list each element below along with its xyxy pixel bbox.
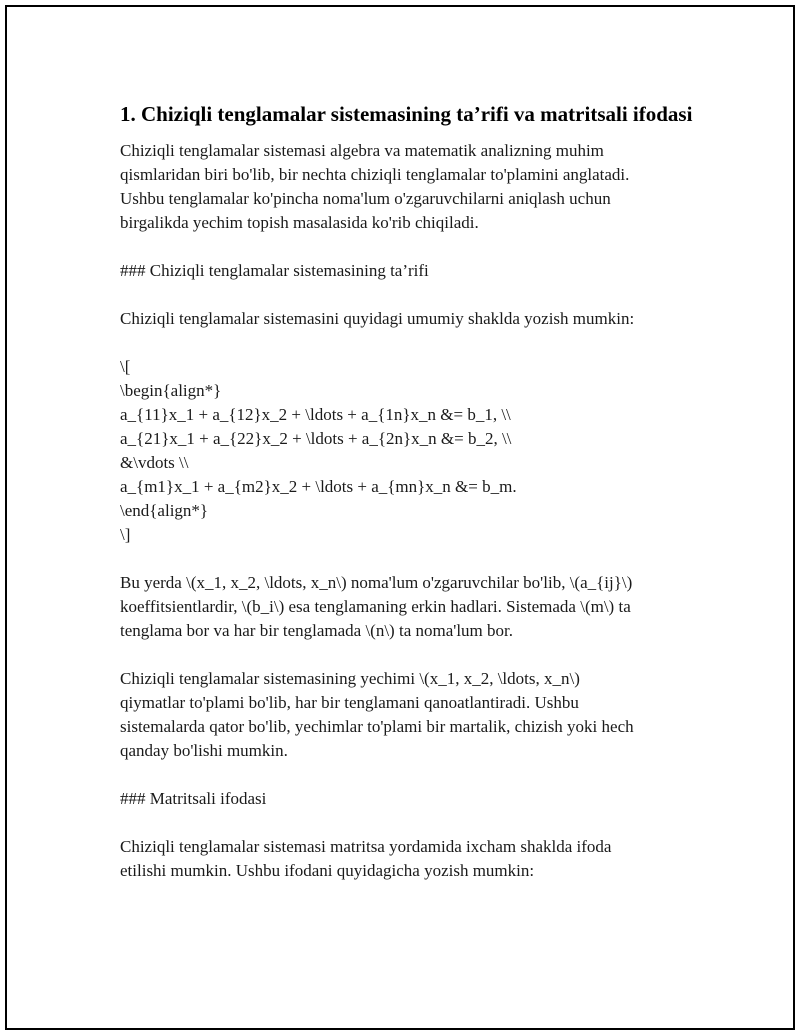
text-line: qanday bo'lishi mumkin. (120, 741, 288, 760)
text-line: Ushbu tenglamalar ko'pincha noma'lum o'zgaruvchilarni aniqlash uchun (120, 189, 611, 208)
text-line: \begin{align*} (120, 381, 222, 400)
paragraph (120, 787, 700, 811)
text-line: &\vdots \\ (120, 453, 189, 472)
page-frame (5, 5, 795, 1030)
text-line: Chiziqli tenglamalar sistemasi algebra va matematik analizning muhim (120, 141, 604, 160)
text-line: koeffitsientlardir, \(b_i\) esa tenglamaning erkin hadlari. Sistemada \(m\) ta (120, 597, 631, 616)
text-line: Chiziqli tenglamalar sistemasining yechimi \(x_1, x_2, \ldots, x_n\) (120, 669, 580, 688)
paragraph (120, 667, 700, 763)
page-title: 1. Chiziqli tenglamalar sistemasining ta’rifi va matritsali ifodasi (120, 102, 693, 126)
text-line: sistemalarda qator bo'lib, yechimlar to'plami bir martalik, chizish yoki hech (120, 717, 634, 736)
text-line: ### Matritsali ifodasi (120, 789, 267, 808)
text-line: Bu yerda \(x_1, x_2, \ldots, x_n\) noma'lum o'zgaruvchilar bo'lib, \(a_{ij}\) (120, 573, 633, 592)
paragraph (120, 139, 700, 235)
text-line: a_{11}x_1 + a_{12}x_2 + \ldots + a_{1n}x_n &= b_1, \\ (120, 405, 511, 424)
text-line: qiymatlar to'plami bo'lib, har bir tenglamani qanoatlantiradi. Ushbu (120, 693, 579, 712)
paragraph (120, 571, 700, 643)
paragraph (120, 307, 700, 331)
text-line: qismlaridan biri bo'lib, bir nechta chiziqli tenglamalar to'plamini anglatadi. (120, 165, 630, 184)
text-line: \end{align*} (120, 501, 209, 520)
text-line: \] (120, 525, 131, 544)
text-line: Chiziqli tenglamalar sistemasini quyidagi umumiy shaklda yozish mumkin: (120, 309, 635, 328)
paragraph (120, 835, 700, 883)
paragraph (120, 355, 700, 547)
text-line: tenglama bor va har bir tenglamada \(n\) ta noma'lum bor. (120, 621, 513, 640)
text-line: ### Chiziqli tenglamalar sistemasining ta’rifi (120, 261, 429, 280)
text-line: birgalikda yechim topish masalasida ko'rib chiqiladi. (120, 213, 479, 232)
text-line: a_{m1}x_1 + a_{m2}x_2 + \ldots + a_{mn}x_n &= b_m. (120, 477, 517, 496)
document-body (120, 100, 700, 907)
paragraph (120, 259, 700, 283)
text-line: Chiziqli tenglamalar sistemasi matritsa yordamida ixcham shaklda ifoda (120, 837, 612, 856)
document-blocks (120, 139, 700, 883)
text-line: \[ (120, 357, 131, 376)
text-line: a_{21}x_1 + a_{22}x_2 + \ldots + a_{2n}x_n &= b_2, \\ (120, 429, 512, 448)
text-line: etilishi mumkin. Ushbu ifodani quyidagicha yozish mumkin: (120, 861, 535, 880)
